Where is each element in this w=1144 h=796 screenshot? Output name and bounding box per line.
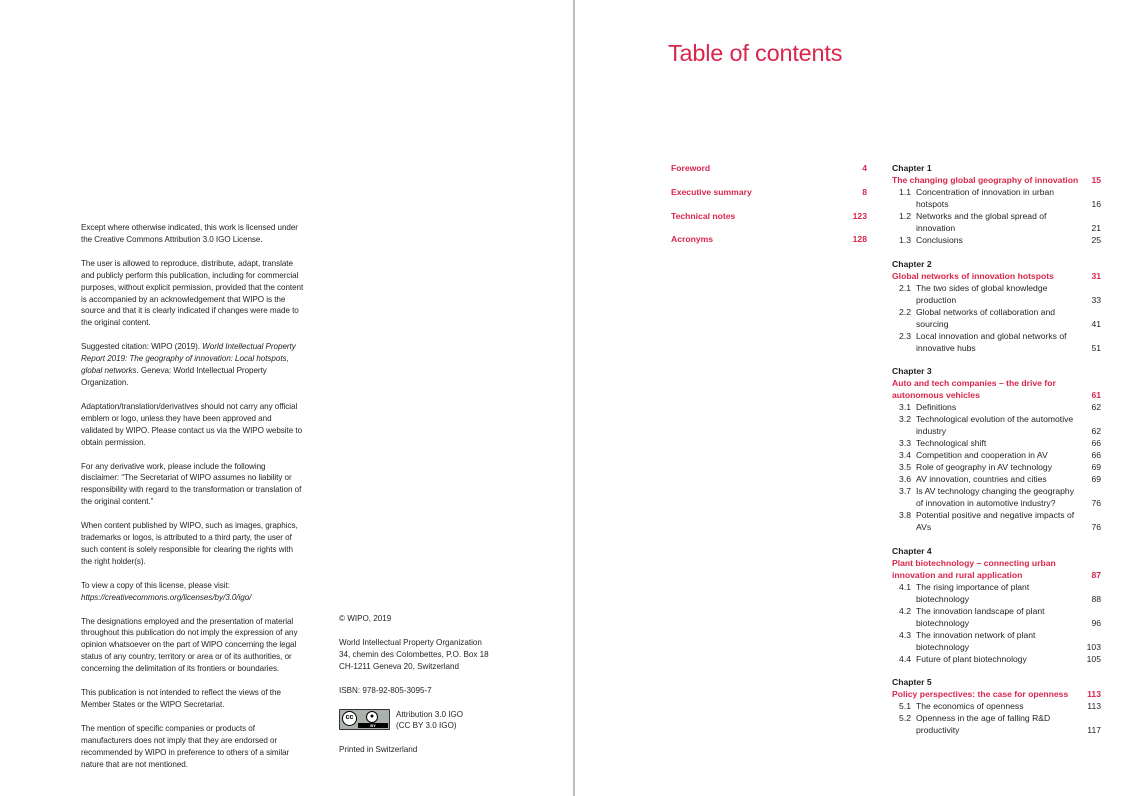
section-title: AV innovation, countries and cities <box>916 474 1047 484</box>
section-title: Conclusions <box>916 235 963 245</box>
section-page: 62 <box>1091 402 1101 412</box>
cc-license-block <box>339 709 509 733</box>
isbn: ISBN: 978-92-805-3095-7 <box>339 685 432 695</box>
section-page: 66 <box>1091 438 1101 448</box>
section-page: 62 <box>1091 426 1101 436</box>
section-page: 76 <box>1091 522 1101 532</box>
section-title: Networks and the global spread of innovation <box>916 211 1047 233</box>
chapter-label: Chapter 5 <box>892 677 932 687</box>
section-num: 2.1 <box>899 282 911 293</box>
right-page <box>576 0 1144 796</box>
imprint <box>339 613 509 768</box>
suggested-citation <box>81 341 305 389</box>
section-title: Technological shift <box>916 438 987 448</box>
section-title: The economics of openness <box>916 701 1024 711</box>
toc-front-page: 4 <box>862 163 867 173</box>
citation-suffix: . Geneva: World Intellectual Property Organization. <box>81 366 267 387</box>
toc-front-item[interactable] <box>671 233 867 245</box>
section-page: 25 <box>1091 235 1101 245</box>
citation-title: World Intellectual Property Report 2019: The geography of innovation: Local hotspots, global networks <box>81 342 296 376</box>
toc-front-label: Technical notes <box>671 210 736 221</box>
section-num: 3.4 <box>899 450 911 460</box>
section-num: 2.2 <box>899 306 911 317</box>
section-num: 4.2 <box>899 605 911 616</box>
toc-title: Table of contents <box>668 40 843 66</box>
chapter-title: Auto and tech companies – the drive for autonomous vehicles <box>892 378 1056 400</box>
chapter-label: Chapter 2 <box>892 258 932 269</box>
section-num: 1.1 <box>899 187 911 197</box>
section-title: Local innovation and global networks of innovative hubs <box>916 330 1067 353</box>
section-title: Openness in the age of falling R&D productivity <box>916 713 1051 735</box>
license-url-link[interactable]: https://creativecommons.org/licenses/by/3.0/igo/ <box>81 592 252 602</box>
toc-front-page: 128 <box>852 234 867 245</box>
section-page: 69 <box>1091 462 1101 472</box>
views-notice: This publication is not intended to reflect the views of the Member States or the WIPO Secretariat. <box>81 688 281 709</box>
section-page: 96 <box>1091 617 1101 628</box>
toc-section[interactable] <box>892 437 1101 449</box>
toc-front-page: 8 <box>862 186 867 197</box>
section-num: 3.2 <box>899 414 911 424</box>
section-num: 4.1 <box>899 581 911 592</box>
section-page: 51 <box>1091 342 1101 353</box>
disclaimer-notice: For any derivative work, please include the following disclaimer: “The Secretariat of WIPO assumes no liability or responsibility with regard to the transformation or translation of the original content.” <box>81 461 302 507</box>
section-num: 3.8 <box>899 510 911 520</box>
section-num: 3.3 <box>899 438 911 448</box>
printed-in: Printed in Switzerland <box>339 745 418 755</box>
section-page: 113 <box>1087 701 1101 711</box>
toc-chapter <box>892 365 1101 533</box>
chapter-title: Policy perspectives: the case for openness <box>892 689 1069 699</box>
cc-license-name: Attribution 3.0 IGO <box>396 709 464 719</box>
cc-license-text <box>396 709 463 733</box>
section-num: 5.2 <box>899 713 911 723</box>
citation-prefix: Suggested citation: WIPO (2019). <box>81 342 203 352</box>
section-page: 76 <box>1091 498 1101 508</box>
chapter-title-link[interactable] <box>892 174 1101 186</box>
address-line-2: CH-1211 Geneva 20, Switzerland <box>339 661 459 671</box>
section-title: Global networks of collaboration and sourcing <box>916 306 1056 329</box>
section-num: 1.3 <box>899 235 911 245</box>
section-page: 21 <box>1091 223 1101 233</box>
toc-section[interactable] <box>892 509 1101 533</box>
section-num: 3.6 <box>899 474 911 484</box>
chapter-title-link[interactable] <box>892 270 1101 282</box>
page-spine <box>573 0 575 796</box>
cc-license-code: (CC BY 3.0 IGO) <box>396 721 457 731</box>
license-link-paragraph <box>81 580 305 604</box>
toc-section[interactable] <box>892 330 1101 354</box>
toc-section[interactable] <box>892 234 1101 246</box>
toc-section[interactable] <box>892 186 1101 210</box>
chapter-label: Chapter 4 <box>892 545 932 556</box>
chapter-page: 61 <box>1091 390 1101 400</box>
designations-notice: The designations employed and the presentation of material throughout this publication do not imply the expression of any opinion whatsoever on the part of WIPO concerning the legal status of any country, territory or area or of its authorities, or concerning the delimitation of its frontiers or boundaries. <box>81 616 298 674</box>
toc-front-item[interactable] <box>671 162 867 174</box>
section-num: 3.1 <box>899 402 911 412</box>
cc-by-logo-icon <box>339 709 390 730</box>
chapter-page: 113 <box>1087 689 1101 699</box>
section-page: 88 <box>1091 593 1101 604</box>
chapter-page: 15 <box>1091 175 1101 185</box>
toc-section[interactable] <box>892 282 1101 306</box>
toc-front-label: Foreword <box>671 163 711 173</box>
toc-front-item[interactable] <box>671 210 867 222</box>
toc-section[interactable] <box>892 306 1101 330</box>
toc-section[interactable] <box>892 581 1101 605</box>
section-title: Technological evolution of the automotive industry <box>916 414 1074 436</box>
license-statement: Except where otherwise indicated, this work is licensed under the Creative Commons Attribution 3.0 IGO License. <box>81 223 298 244</box>
section-title: Role of geography in AV technology <box>916 462 1053 472</box>
section-num: 2.3 <box>899 330 911 341</box>
chapter-title: Global networks of innovation hotspots <box>892 270 1054 281</box>
section-num: 1.2 <box>899 211 911 221</box>
third-party-notice: When content published by WIPO, such as images, graphics, trademarks or logos, is attributed to a third party, the user of such content is solely responsible for clearing the rights with the right holder(s). <box>81 521 298 566</box>
section-num: 3.7 <box>899 486 911 496</box>
section-title: Is AV technology changing the geography of innovation in automotive industry? <box>916 486 1074 508</box>
section-title: The innovation landscape of plant biotechnology <box>916 605 1045 628</box>
section-num: 5.1 <box>899 701 911 711</box>
toc-chapter <box>892 162 1101 246</box>
toc-section[interactable] <box>892 605 1101 629</box>
chapter-label: Chapter 1 <box>892 163 932 173</box>
reuse-permission: The user is allowed to reproduce, distribute, adapt, translate and publicly perform this publication, including for commercial purposes, without explicit permission, provided that the content is accompanied by an acknowledgement that WIPO is the source and that it is clearly indicated if changes were made to the original content. <box>81 258 304 328</box>
section-page: 66 <box>1091 450 1101 460</box>
toc-chapter <box>892 258 1101 354</box>
chapter-title-link[interactable] <box>892 377 1101 401</box>
section-title: Future of plant biotechnology <box>916 653 1027 664</box>
chapter-title: The changing global geography of innovation <box>892 175 1079 185</box>
toc-front-label: Acronyms <box>671 234 714 245</box>
toc-chapters <box>892 162 1101 748</box>
section-title: Potential positive and negative impacts of AVs <box>916 510 1075 532</box>
toc-section[interactable] <box>892 485 1101 509</box>
toc-section[interactable] <box>892 449 1101 461</box>
by-label: BY <box>358 723 388 728</box>
derivatives-notice: Adaptation/translation/derivatives should not carry any official emblem or logo, unless they have been approved and validated by WIPO. Please contact us via the WIPO website to obtain permission. <box>81 401 303 447</box>
toc-section[interactable] <box>892 653 1101 665</box>
section-title: Definitions <box>916 402 957 412</box>
publisher-name: World Intellectual Property Organization <box>339 637 482 647</box>
address-line-1: 34, chemin des Colombettes, P.O. Box 18 <box>339 649 489 659</box>
toc-section[interactable] <box>892 700 1101 712</box>
section-page: 41 <box>1091 318 1101 329</box>
section-page: 103 <box>1086 641 1101 652</box>
toc-chapter <box>892 545 1101 665</box>
toc-section[interactable] <box>892 401 1101 413</box>
toc-section[interactable] <box>892 461 1101 473</box>
section-title: The two sides of global knowledge production <box>916 282 1048 305</box>
section-num: 4.3 <box>899 629 911 640</box>
toc-front-label: Executive summary <box>671 186 752 197</box>
section-title: Competition and cooperation in AV <box>916 450 1048 460</box>
section-page: 33 <box>1091 294 1101 305</box>
endorsement-notice: The mention of specific companies or products of manufacturers does not imply that they are endorsed or recommended by WIPO in preference to others of a similar nature that are not mentioned. <box>81 723 290 769</box>
toc-section[interactable] <box>892 413 1101 437</box>
toc-chapter <box>892 676 1101 736</box>
chapter-title: Plant biotechnology – connecting urban innovation and rural application <box>892 557 1056 580</box>
section-num: 3.5 <box>899 462 911 472</box>
toc-section[interactable] <box>892 629 1101 653</box>
section-title: The rising importance of plant biotechnology <box>916 581 1030 604</box>
attribution-person-icon: ● <box>366 711 378 723</box>
toc-section[interactable] <box>892 210 1101 234</box>
chapter-title-link[interactable] <box>892 688 1101 700</box>
chapter-page: 31 <box>1091 270 1101 281</box>
section-num: 4.4 <box>899 653 911 664</box>
section-page: 117 <box>1087 725 1101 735</box>
chapter-label: Chapter 3 <box>892 366 932 376</box>
cc-circle-icon: cc <box>342 711 357 726</box>
toc-section[interactable] <box>892 712 1101 736</box>
section-page: 105 <box>1086 653 1101 664</box>
publisher-address <box>339 637 509 673</box>
chapter-title-link[interactable] <box>892 557 1101 581</box>
section-page: 69 <box>1091 474 1101 484</box>
toc-front-page: 123 <box>852 210 867 221</box>
toc-front-item[interactable] <box>671 186 867 198</box>
license-notice <box>81 222 305 783</box>
copyright-line: © WIPO, 2019 <box>339 614 392 623</box>
section-page: 16 <box>1091 199 1101 209</box>
toc-front-matter <box>671 162 867 257</box>
section-title: The innovation network of plant biotechnology <box>916 629 1036 652</box>
license-link-prefix: To view a copy of this license, please visit: <box>81 580 230 590</box>
chapter-page: 87 <box>1091 569 1101 580</box>
section-title: Concentration of innovation in urban hotspots <box>916 187 1055 209</box>
toc-section[interactable] <box>892 473 1101 485</box>
